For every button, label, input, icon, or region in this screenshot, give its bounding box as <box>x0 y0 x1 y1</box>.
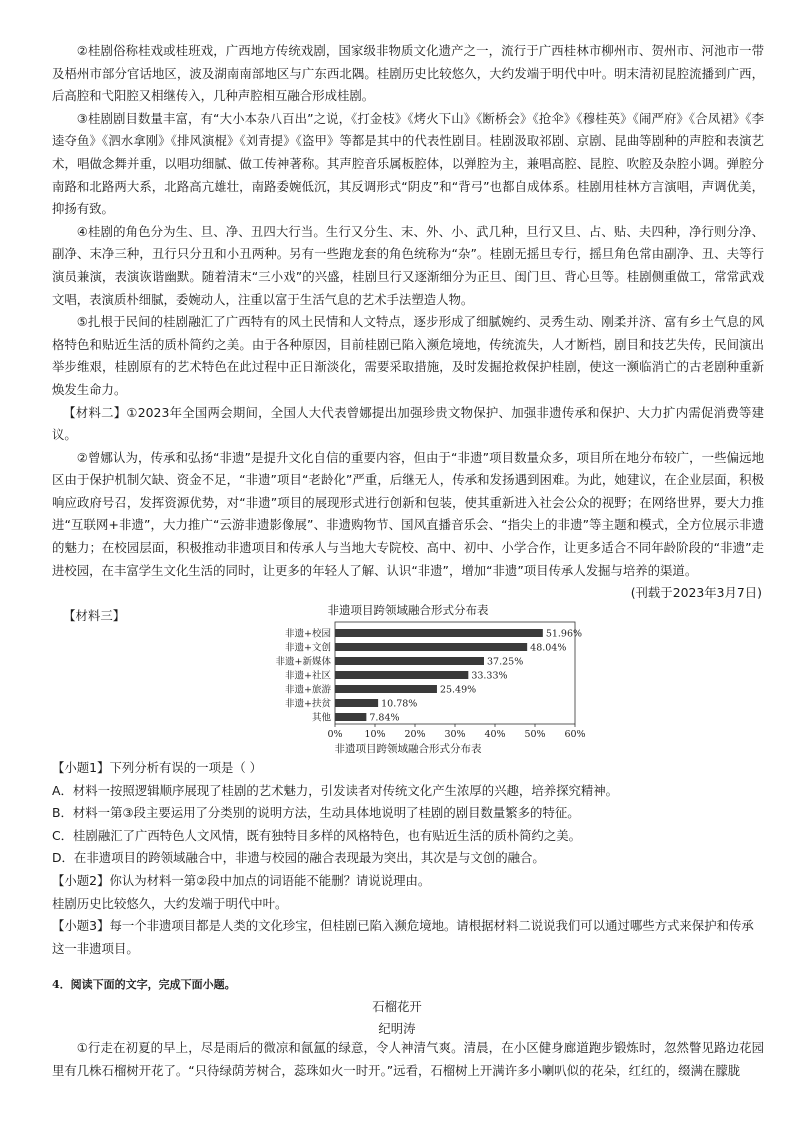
question-2-quote: 桂剧历史比较悠久，大约发端于明代中叶。 <box>52 895 288 911</box>
chart-caption: 非遗项目跨领域融合形式分布表 <box>334 743 482 755</box>
story-paragraph-1: ①行走在初夏的早上，尽是雨后的微凉和氤氲的绿意，令人神清气爽。清晨，在小区健身廊道跑步锻炼时，忽然瞥见路边花园里有几株石榴树开花了。“只待绿荫芳树合，蕊珠如火一时开。”远看，石榴树上开满许多小喇叭似的花朵，红红的，缀满在朦胧 <box>52 1040 764 1078</box>
bar-chart <box>52 600 764 760</box>
bar <box>335 643 527 651</box>
category-label: 非遗+扶贫 <box>285 698 331 710</box>
category-label: 非遗+旅游 <box>285 684 331 696</box>
x-tick-label: 10% <box>364 729 386 740</box>
chart-title: 非遗项目跨领域融合形式分布表 <box>327 603 489 617</box>
x-tick-label: 50% <box>524 729 546 740</box>
question-1-option-b: B．材料一第③段主要运用了分类别的说明方法，生动具体地说明了桂剧的剧目数量繁多的特征。 <box>52 805 580 821</box>
source-date: (刊载于2023年3月7日) <box>630 585 762 601</box>
category-label: 非遗+新媒体 <box>275 656 331 668</box>
paragraph-3: ③桂剧剧目数量丰富，有“大小本杂八百出”之说，《打金枝》《烤火下山》《断桥会》《抢伞》《穆桂英》《闹严府》《合凤裙》《李逵夺鱼》《泗水拿刚》《排风演棍》《刘青提》《盗甲》等都是其中的代表性剧目。桂剧汲取祁剧、京剧、昆曲等剧种的声腔和表演艺术，唱做念舞并重，以唱功细腻、做工传神著称。其声腔音乐属板腔体，以弹腔为主，兼唱高腔、昆腔、吹腔及杂腔小调。弹腔分南路和北路两大系，北路高亢雄壮，南路委婉低沉，其反调形式“阴皮”和“背弓”也都自成体系。桂剧用桂林方言演唱，声调优美，抑扬有致。 <box>52 110 764 217</box>
x-tick-label: 40% <box>484 729 506 740</box>
bar <box>335 685 437 693</box>
bar <box>335 699 378 707</box>
value-label: 7.84% <box>369 712 400 724</box>
category-label: 非遗+社区 <box>285 670 331 682</box>
value-label: 10.78% <box>381 698 418 710</box>
questions <box>52 757 764 960</box>
x-tick-label: 0% <box>327 729 343 740</box>
section-4-heading: 4．阅读下面的文字，完成下面小题。 <box>52 978 236 991</box>
bar <box>335 713 366 721</box>
question-3: 【小题3】每一个非遗项目都是人类的文化珍宝，但桂剧已陷入濒危境地。请根据材料二说说我们可以通过哪些方式来保护和传承这一非遗项目。 <box>52 918 754 956</box>
story-text <box>52 1037 764 1082</box>
x-tick-label: 60% <box>564 729 586 740</box>
paragraph-5: ⑤扎根于民间的桂剧融汇了广西特有的风土民情和人文特点，逐步形成了细腻婉约、灵秀生动、刚柔并济、富有乡土气息的风格特色和贴近生活的质朴简约之美。由于各种原因，目前桂剧已陷入濒危境地，传统流失，人才断档，剧目和技艺失传，民间演出举步维艰，桂剧原有的艺术特色在此过程中正日渐淡化，需要采取措施，及时发掘抢救保护桂剧，使这一濒临消亡的古老剧种重新焕发生命力。 <box>52 314 764 397</box>
category-label: 非遗+校园 <box>285 628 331 640</box>
x-tick-label: 20% <box>404 729 426 740</box>
category-label: 其他 <box>311 712 331 724</box>
question-1-option-c: C．桂剧融汇了广西特色人文风情，既有独特目多样的风格特色，也有贴近生活的质朴简约之美。 <box>52 827 582 843</box>
x-tick-label: 30% <box>444 729 466 740</box>
bar <box>335 629 543 637</box>
value-label: 33.33% <box>471 670 508 682</box>
story-author: 纪明涛 <box>378 1021 416 1036</box>
question-1-option-a: A．材料一按照逻辑顺序展现了桂剧的艺术魅力，引发读者对传统文化产生浓厚的兴趣，培养探究精神。 <box>52 782 619 798</box>
story-title: 石榴花开 <box>372 999 422 1014</box>
value-label: 51.96% <box>545 628 583 640</box>
value-label: 37.25% <box>487 656 524 668</box>
paragraph-2: ②桂剧俗称桂戏或桂班戏，广西地方传统戏剧，国家级非物质文化遗产之一，流行于广西桂林市柳州市、贺州市、河池市一带及梧州市部分官话地区，波及湖南南部地区与广东西北隅。桂剧历史比较悠久，大约发端于明代中叶。明末清初昆腔流播到广西，后高腔和弋阳腔又相继传入，几种声腔相互融合形成桂剧。 <box>52 43 764 104</box>
material-one-text <box>52 40 764 627</box>
bar <box>335 671 468 679</box>
question-1-option-d: D．在非遗项目的跨领域融合中，非遗与校园的融合表现最为突出，其次是与文创的融合。 <box>52 850 545 866</box>
material-two-paragraph-2: ②曾娜认为，传承和弘扬“非遗”是提升文化自信的重要内容，但由于“非遗”项目数量众多，项目所在地分布较广，一些偏远地区由于保护机制欠缺、资金不足，“非遗”项目“老龄化”严重，后继无人，传承和发扬遇到困难。为此，她建议，在企业层面，积极响应政府号召，发挥资源优势，对“非遗”项目的展现形式进行创新和包装，使其重新进入社会公众的视野；在网络世界，要大力推进“互联网+非遗”，大力推广“云游非遗影像展”、非遗购物节、国风直播音乐会、“指尖上的非遗”等主题和模式，全方位展示非遗的魅力；在校园层面，积极推动非遗项目和传承人与当地大专院校、高中、初中、小学合作，让更多适合不同年龄阶段的“非遗”走进校园，在丰富学生文化生活的同时，让更多的年轻人了解、认识“非遗”，增加“非遗”项目传承人发掘与培养的渠道。 <box>52 449 764 578</box>
value-label: 25.49% <box>439 684 477 696</box>
value-label: 48.04% <box>530 642 567 654</box>
bar <box>335 657 484 665</box>
question-2: 【小题2】你认为材料一第②段中加点的词语能不能删？请说说理由。 <box>52 872 431 888</box>
chart-svg <box>52 600 764 760</box>
category-label: 非遗+文创 <box>285 642 331 654</box>
paragraph-4: ④桂剧的角色分为生、旦、净、丑四大行当。生行又分生、末、外、小、武几种，旦行又旦、占、贴、夫四种，净行则分净、副净、末净三种，丑行只分丑和小丑两种。另有一些跑龙套的角色统称为“杂”。桂剧无摇旦专行，摇旦角色常由副净、丑、夫等行演员兼演，表演诙谐幽默。随着清末“三小戏”的兴盛，桂剧旦行又逐渐细分为正旦、闺门旦、背心旦等。桂剧侧重做工，常常武戏文唱，表演质朴细腻，委婉动人，注重以富于生活气息的艺术手法塑造人物。 <box>52 223 764 307</box>
question-1: 【小题1】下列分析有误的一项是（ ） <box>52 760 263 775</box>
material-two-paragraph-1: 【材料二】①2023年全国两会期间，全国人大代表曾娜提出加强珍贵文物保护、加强非遗传承和保护、大力扩内需促消费等建议。 <box>52 404 764 443</box>
material-three-label: 【材料三】 <box>63 607 126 623</box>
